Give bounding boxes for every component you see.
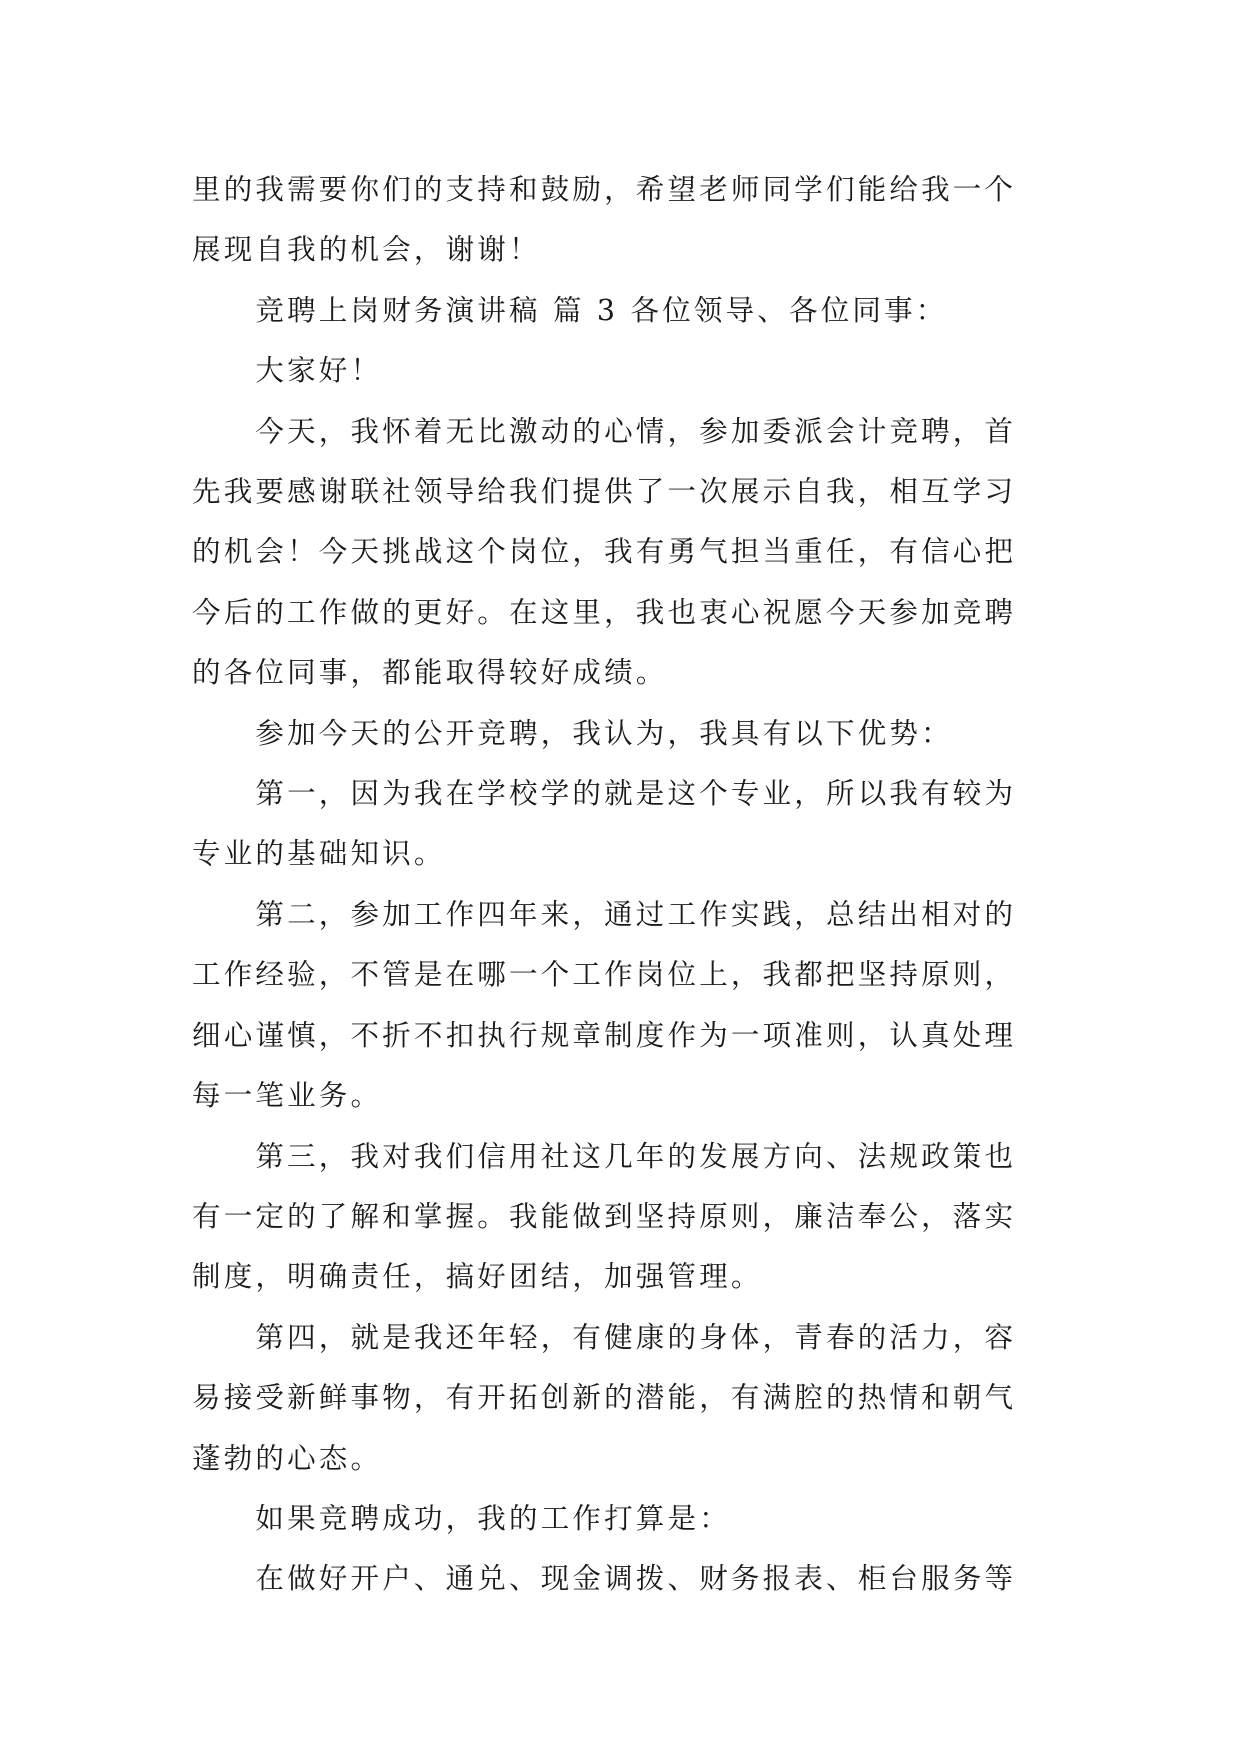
text-line: 里的我需要你们的支持和鼓励，希望老师同学们能给我一个 <box>192 173 1017 206</box>
section-heading: 竞聘上岗财务演讲稿 篇 3 各位领导、各位同事： <box>192 293 948 327</box>
text-line: 蓬勃的心态。 <box>192 1441 383 1475</box>
text-line: 在做好开户、通兑、现金调拨、财务报表、柜台服务等 <box>192 1562 1017 1596</box>
text-line: 第四，就是我还年轻，有健康的身体，青春的活力，容 <box>192 1320 1017 1354</box>
text-line: 的机会！今天挑战这个岗位，我有勇气担当重任，有信心把 <box>192 535 1017 569</box>
text-line: 有一定的了解和掌握。我能做到坚持原则，廉洁奉公，落实 <box>192 1199 1017 1233</box>
text-line: 第一，因为我在学校学的就是这个专业，所以我有较为 <box>192 777 1017 811</box>
greeting-line: 大家好！ <box>192 354 383 388</box>
text-line: 制度，明确责任，搞好团结，加强管理。 <box>192 1260 763 1294</box>
text-line: 展现自我的机会，谢谢！ <box>192 233 541 267</box>
text-line: 第三，我对我们信用社这几年的发展方向、法规政策也 <box>192 1139 1017 1173</box>
text-line: 易接受新鲜事物，有开拓创新的潜能，有满腔的热情和朝气 <box>192 1381 1017 1415</box>
text-line: 第二，参加工作四年来，通过工作实践，总结出相对的 <box>192 897 1017 931</box>
text-line: 专业的基础知识。 <box>192 837 446 871</box>
text-line: 细心谨慎，不折不扣执行规章制度作为一项准则，认真处理 <box>192 1018 1017 1052</box>
text-line: 工作经验，不管是在哪一个工作岗位上，我都把坚持原则， <box>192 958 1017 992</box>
text-line: 如果竞聘成功，我的工作打算是： <box>192 1501 731 1535</box>
text-line: 参加今天的公开竞聘，我认为，我具有以下优势： <box>192 716 953 750</box>
text-line: 今后的工作做的更好。在这里，我也衷心祝愿今天参加竞聘 <box>192 595 1017 629</box>
text-line: 先我要感谢联社领导给我们提供了一次展示自我，相互学习 <box>192 475 1017 509</box>
text-line: 每一笔业务。 <box>192 1079 383 1113</box>
text-line: 今天，我怀着无比激动的心情，参加委派会计竞聘，首 <box>192 414 1017 448</box>
document-body <box>192 160 1052 1610</box>
text-line: 的各位同事，都能取得较好成绩。 <box>192 656 668 690</box>
